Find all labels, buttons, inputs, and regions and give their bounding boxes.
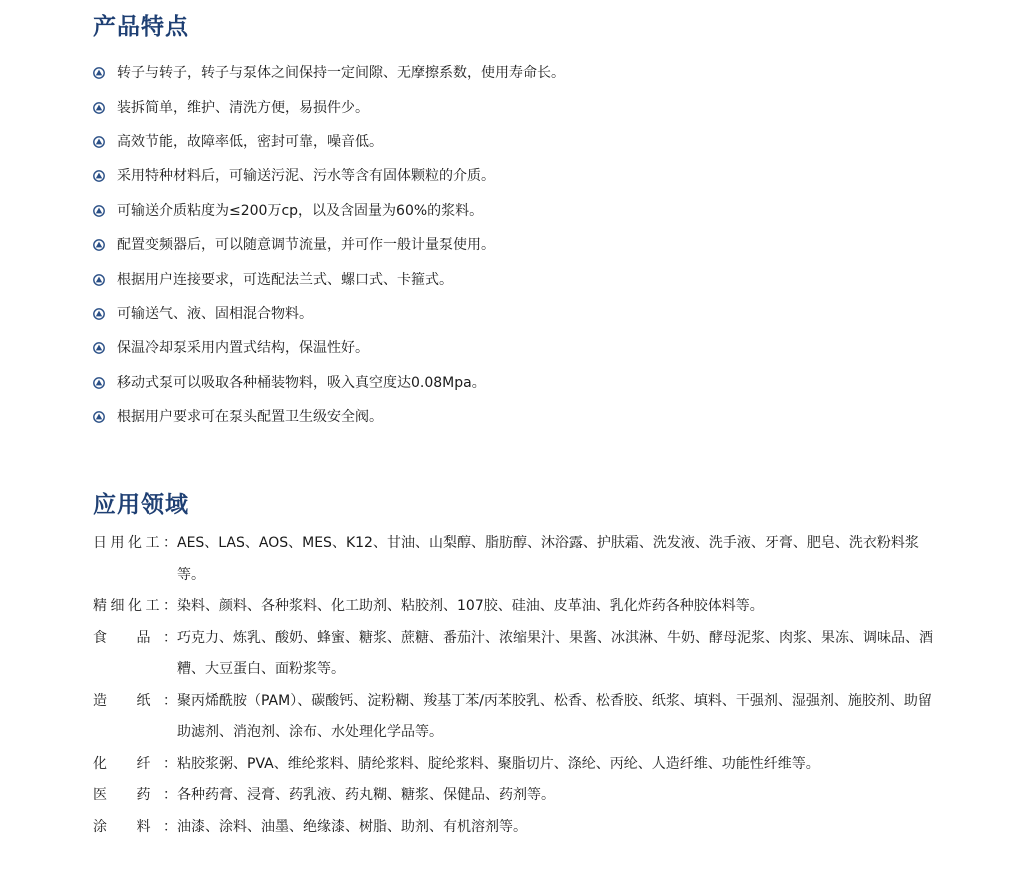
application-value: 染料、颜料、各种浆料、化工助剂、粘胶剂、107胶、硅油、皮革油、乳化炸药各种胶体料等。	[177, 598, 764, 614]
application-value: 巧克力、炼乳、酸奶、蜂蜜、糖浆、蔗糖、番茄汁、浓缩果汁、果酱、冰淇淋、牛奶、酵母泥浆、肉浆、果冻、调味品、酒糟、大豆蛋白、面粉浆等。	[177, 629, 933, 677]
triangle-in-circle-icon	[93, 274, 105, 286]
features-list	[93, 56, 565, 434]
application-label	[93, 780, 177, 812]
feature-text: 可输送气、液、固相混合物料。	[117, 305, 313, 322]
application-row	[93, 686, 933, 749]
feature-item	[93, 90, 565, 124]
application-label-text: 涂 料：	[93, 818, 177, 835]
triangle-in-circle-icon	[93, 239, 105, 251]
feature-text: 装拆简单，维护、清洗方便，易损件少。	[117, 99, 369, 116]
feature-item	[93, 125, 565, 159]
triangle-in-circle-icon	[93, 136, 105, 148]
feature-text: 配置变频器后，可以随意调节流量，并可作一般计量泵使用。	[117, 237, 495, 254]
feature-item	[93, 262, 565, 296]
feature-text: 移动式泵可以吸取各种桶装物料，吸入真空度达0.08Mpa。	[117, 374, 486, 391]
application-label	[93, 749, 177, 781]
application-label	[93, 528, 177, 560]
feature-item	[93, 228, 565, 262]
feature-text: 高效节能，故障率低，密封可靠，噪音低。	[117, 133, 383, 150]
application-label-text: 日用化工：	[93, 535, 177, 551]
application-value: 各种药膏、浸膏、药乳液、药丸糊、糖浆、保健品、药剂等。	[177, 787, 555, 803]
application-row	[93, 591, 933, 623]
triangle-in-circle-icon	[93, 205, 105, 217]
application-label-text: 食 品：	[93, 629, 177, 646]
feature-text: 转子与转子，转子与泵体之间保持一定间隙、无摩擦系数，使用寿命长。	[117, 65, 565, 82]
application-row	[93, 749, 933, 781]
application-label-text: 化 纤：	[93, 755, 177, 772]
feature-item	[93, 56, 565, 90]
triangle-in-circle-icon	[93, 377, 105, 389]
feature-text: 保温冷却泵采用内置式结构，保温性好。	[117, 340, 369, 357]
application-label	[93, 686, 177, 718]
application-label-text: 精细化工：	[93, 598, 177, 614]
application-label	[93, 591, 177, 623]
feature-item	[93, 400, 565, 434]
triangle-in-circle-icon	[93, 308, 105, 320]
feature-text: 可输送介质粘度为≤200万cp，以及含固量为60%的浆料。	[117, 202, 484, 219]
feature-item	[93, 366, 565, 400]
application-value: 油漆、涂料、油墨、绝缘漆、树脂、助剂、有机溶剂等。	[177, 818, 527, 835]
features-section-title: 产品特点	[93, 13, 189, 40]
application-label	[93, 623, 177, 655]
application-row	[93, 780, 933, 812]
triangle-in-circle-icon	[93, 170, 105, 182]
application-label-text: 造 纸：	[93, 692, 177, 709]
application-row	[93, 528, 933, 591]
application-label-text: 医 药：	[93, 787, 177, 803]
triangle-in-circle-icon	[93, 411, 105, 423]
feature-item	[93, 159, 565, 193]
feature-text: 根据用户要求可在泵头配置卫生级安全阀。	[117, 409, 383, 426]
feature-item	[93, 194, 565, 228]
triangle-in-circle-icon	[93, 102, 105, 114]
applications-section-title: 应用领域	[93, 491, 189, 518]
application-label	[93, 812, 177, 844]
application-value: 聚丙烯酰胺（PAM）、碳酸钙、淀粉糊、羧基丁苯/丙苯胶乳、松香、松香胶、纸浆、填料、干强剂、湿强剂、施胶剂、助留助滤剂、消泡剂、涂布、水处理化学品等。	[177, 692, 932, 740]
feature-item	[93, 331, 565, 365]
feature-text: 根据用户连接要求，可选配法兰式、螺口式、卡箍式。	[117, 271, 453, 288]
feature-text: 采用特种材料后，可输送污泥、污水等含有固体颗粒的介质。	[117, 168, 495, 185]
applications-list	[93, 528, 933, 843]
application-row	[93, 623, 933, 686]
application-value: AES、LAS、AOS、MES、K12、甘油、山梨醇、脂肪醇、沐浴露、护肤霜、洗发液、洗手液、牙膏、肥皂、洗衣粉料浆等。	[177, 535, 919, 583]
triangle-in-circle-icon	[93, 342, 105, 354]
feature-item	[93, 297, 565, 331]
application-value: 粘胶浆粥、PVA、维纶浆料、腈纶浆料、腚纶浆料、聚脂切片、涤纶、丙纶、人造纤维、功能性纤维等。	[177, 755, 820, 772]
application-row	[93, 812, 933, 844]
triangle-in-circle-icon	[93, 67, 105, 79]
